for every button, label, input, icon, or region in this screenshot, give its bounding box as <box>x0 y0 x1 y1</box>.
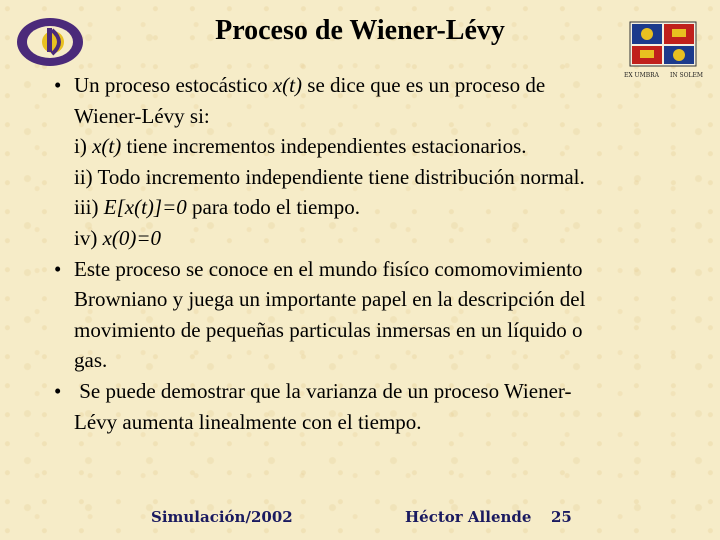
bullet-3: • Se puede demostrar que la varianza de un proceso Wiener- <box>54 376 694 407</box>
bullet-3-line-2: Lévy aumenta linealmente con el tiempo. <box>74 409 422 434</box>
bullet-1: • Un proceso estocástico x(t) se dice que es un proceso de <box>54 70 694 101</box>
bullet-1-continued: Wiener-Lévy si: <box>74 103 210 128</box>
crest-motto-right: IN SOLEM <box>670 72 704 79</box>
slide-body <box>54 70 694 437</box>
bullet-2-line-3: movimiento de pequeñas particulas inmersas en un líquido o <box>74 317 583 342</box>
footer-course: Simulación/2002 <box>151 508 293 526</box>
slide-title: Proceso de Wiener-Lévy <box>215 15 505 46</box>
bullet-2-line-4: gas. <box>74 348 108 373</box>
condition-ii: ii) Todo incremento independiente tiene distribución normal. <box>74 164 585 189</box>
bullet-2-line-2: Browniano y juega un importante papel en la descripción del <box>74 287 586 312</box>
bullet-2: • Este proceso se conoce en el mundo fisíco comomovimiento <box>54 254 694 285</box>
condition-iv: iv) x(0)=0 <box>74 225 162 250</box>
footer-author: Héctor Allende <box>405 508 532 526</box>
page-number: 25 <box>551 508 572 526</box>
condition-i: i) x(t) tiene incrementos independientes estacionarios. <box>74 134 527 159</box>
crest-motto-left: EX UMBRA <box>624 72 660 79</box>
bullet-dot: • <box>54 378 62 403</box>
bullet-dot: • <box>54 73 62 97</box>
condition-iii: iii) E[x(t)]=0 para todo el tiempo. <box>74 195 360 220</box>
bullet-dot: • <box>54 256 62 281</box>
